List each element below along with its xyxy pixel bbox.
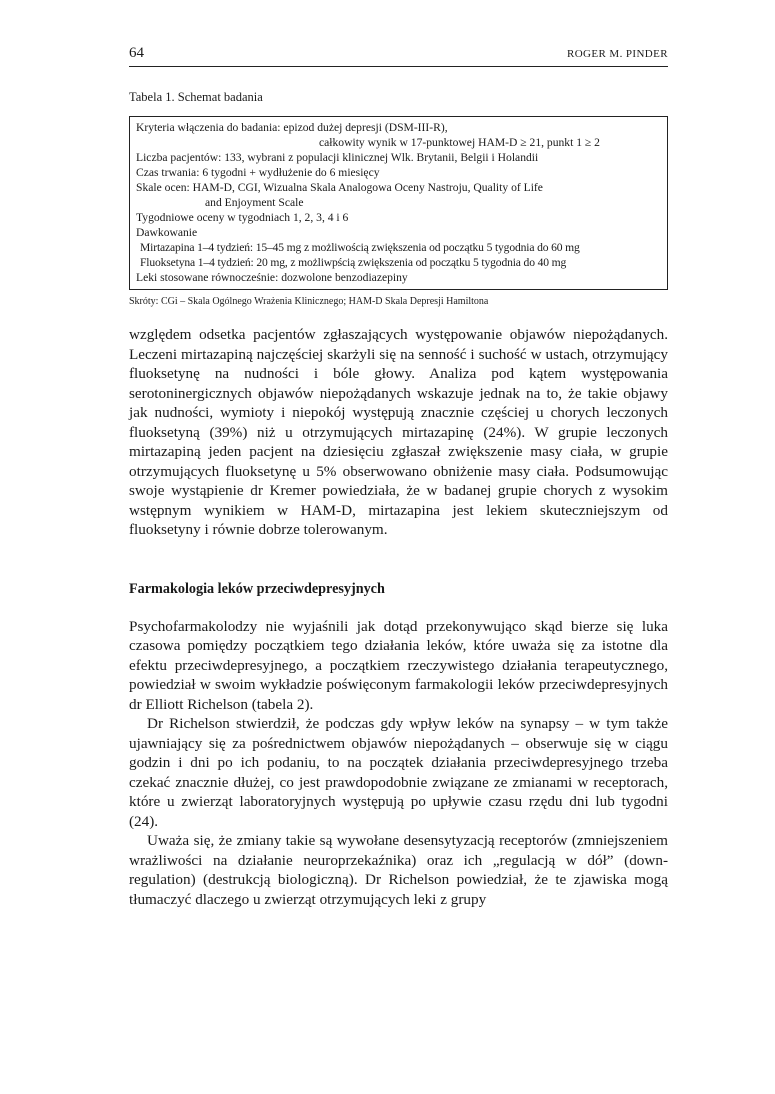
- table-row-inclusion-criteria: Kryteria włączenia do badania: epizod dużej depresji (DSM-III-R),: [136, 121, 448, 134]
- section-heading: Farmakologia leków przeciwdepresyjnych: [129, 580, 385, 597]
- table-row-mirtazapine: Mirtazapina 1–4 tydzień: 15–45 mg z możliwością zwiększenia od początku 5 tygodnia do 60 mg: [140, 241, 580, 254]
- table-row-duration: Czas trwania: 6 tygodni + wydłużenie do 6 miesięcy: [136, 166, 380, 179]
- body-paragraph: Dr Richelson stwierdził, że podczas gdy wpływ leków na synapsy – w tym także ujawniający się za pośrednictwem objawów niepożądanych – obserwuje się w ciągu godzin i dni po ich podaniu, to na początek działania przeciwdepresyjnego trzeba czekać znacznie dłużej, co jest prawdopodobnie związane ze zmianami w receptorach, które u zwierząt laboratoryjnych występują po upływie czasu rzędu dni lub tygodni (24).: [129, 715, 668, 830]
- body-paragraph: Uważa się, że zmiany takie są wywołane desensytyzacją receptorów (zmniejszeniem wrażliwości na działanie neuroprzekaźnika) oraz ich „regulacją w dół” (down-regulation) (destrukcją biologiczną). Dr Richelson powiedział, że te zjawiska mogą tłumaczyć dlaczego u zwierząt otrzymujących leki z grupy: [129, 832, 668, 908]
- page: [129, 38, 668, 909]
- body-paragraph: Psychofarmakolodzy nie wyjaśnili jak dotąd przekonywująco skąd bierze się luka czasowa pomiędzy początkiem tego działania leków, które uważa się za istotne dla efektu przeciwdepresyjnego, a początkiem rzeczywistego działania terapeutycznego, powiedział w swoim wykładzie poświęconym farmakologii leków przeciwdepresyjnych dr Elliott Richelson (tabela 2).: [129, 617, 668, 713]
- table-row-concomitant-drugs: Leki stosowane równocześnie: dozwolone benzodiazepiny: [136, 271, 408, 284]
- table-row-weekly-ratings: Tygodniowe oceny w tygodniach 1, 2, 3, 4 i 6: [136, 211, 349, 224]
- body-paragraph: względem odsetka pacjentów zgłaszających występowanie objawów niepożądanych. Leczeni mirtazapiną najczęściej skarżyli się na senność i suchość w ustach, otrzymujący fluoksetynę na nudności i bóle głowy. Analiza pod kątem występowania serotoninergicznych objawów niepożądanych wskazuje jednak na to, że takie objawy jak nudności, wymioty i niepokój występują znacznie częściej u chorych leczonych fluoksetyną (39%) niż u otrzymujących mirtazapinę (24%). W grupie leczonych mirtazapiną jeden pacjent na dziesięciu zgłaszał zwiększenie masy ciała, w grupie otrzymujących fluoksetynę u 5% obserwowano obniżenie masy ciała. Podsumowując swoje wystąpienie dr Kremer powiedziała, że w badanej grupie chorych z wysokim wstępnym wynikiem w HAM-D, mirtazapina jest lekiem skuteczniejszym od fluoksetyny i równie dobrze tolerowanym.: [129, 326, 668, 538]
- table-row-dosing: Dawkowanie: [136, 226, 198, 239]
- section-body: [129, 617, 668, 910]
- table-row-inclusion-criteria-cont: całkowity wynik w 17-punktowej HAM-D ≥ 21, punkt 1 ≥ 2: [319, 136, 600, 149]
- page-number: 64: [129, 45, 144, 61]
- body-text: [129, 325, 668, 540]
- table-row-patient-count: Liczba pacjentów: 133, wybrani z populacji klinicznej Wlk. Brytanii, Belgii i Holandii: [136, 151, 539, 164]
- table-footnote: Skróty: CGi – Skala Ogólnego Wrażenia Klinicznego; HAM-D Skala Depresji Hamiltona: [129, 296, 489, 307]
- running-head: ROGER M. PINDER: [566, 48, 668, 60]
- table-row-rating-scales: Skale ocen: HAM-D, CGI, Wizualna Skala Analogowa Oceny Nastroju, Quality of Life: [136, 181, 543, 194]
- table-row-fluoxetine: Fluoksetyna 1–4 tydzień: 20 mg, z możliwpścią zwiększenia od początku 5 tygodnia do 40 mg: [140, 256, 567, 269]
- table-caption: Tabela 1. Schemat badania: [129, 90, 263, 104]
- study-scheme-table: [129, 116, 668, 290]
- table-row-rating-scales-cont: and Enjoyment Scale: [205, 196, 304, 209]
- page-header: [129, 38, 668, 67]
